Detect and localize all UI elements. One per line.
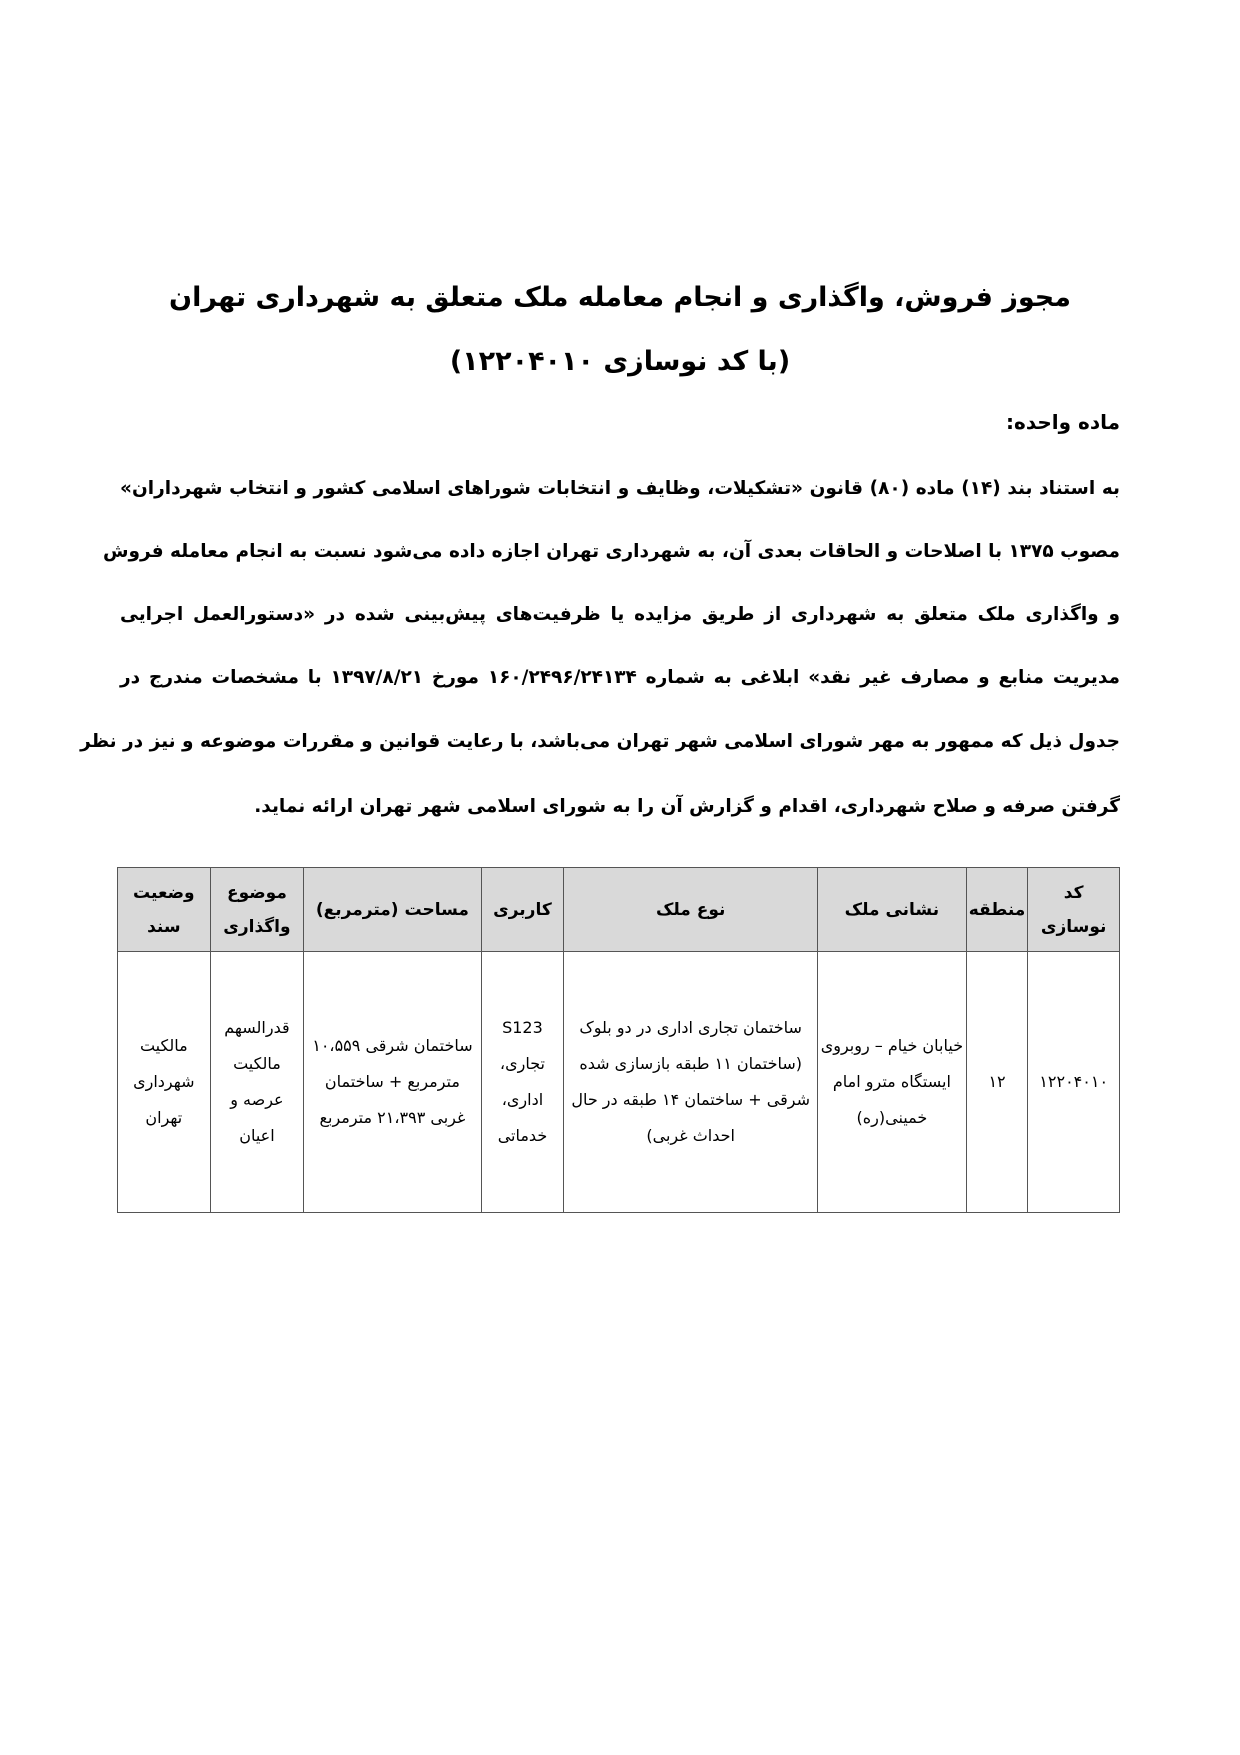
cell-address: خیابان خیام – روبروی ایستگاه مترو امام خمینی(ره) bbox=[818, 952, 967, 1213]
header-address: نشانی ملک bbox=[818, 868, 967, 952]
document-title: مجوز فروش، واگذاری و انجام معامله ملک متعلق به شهرداری تهران bbox=[169, 282, 1071, 313]
paragraph-line: مصوب ۱۳۷۵ با اصلاحات و الحاقات بعدی آن، به شهرداری تهران اجازه داده می‌شود نسبت به انجام معامله فروش bbox=[102, 541, 1120, 562]
table-row bbox=[118, 952, 1120, 1213]
header-transfer-subject: موضوع واگذاری bbox=[210, 868, 304, 952]
cell-land-use: S123 تجاری، اداری، خدماتی bbox=[481, 952, 564, 1213]
header-renovation-code: کد نوسازی bbox=[1028, 868, 1120, 952]
paragraph-line: گرفتن صرفه و صلاح شهرداری، اقدام و گزارش آن را به شورای اسلامی شهر تهران ارائه نماید. bbox=[254, 796, 1120, 817]
section-label: ماده واحده: bbox=[1006, 410, 1120, 434]
header-district: منطقه bbox=[966, 868, 1028, 952]
cell-transfer-subject: قدرالسهم مالکیت عرصه و اعیان bbox=[210, 952, 304, 1213]
cell-property-type: ساختمان تجاری اداری در دو بلوک (ساختمان ۱۱ طبقه بازسازی شده شرقی + ساختمان ۱۴ طبقه در حال احداث غربی) bbox=[564, 952, 818, 1213]
property-table bbox=[117, 867, 1120, 1213]
paragraph-line: مدیریت منابع و مصارف غیر نقد» ابلاغی به شماره ۱۶۰/۲۴۹۶/۲۴۱۳۴ مورخ ۱۳۹۷/۸/۲۱ با مشخصات مندرج در bbox=[120, 667, 1120, 688]
header-land-use: کاربری bbox=[481, 868, 564, 952]
paragraph-line: جدول ذیل که ممهور به مهر شورای اسلامی شهر تهران می‌باشد، با رعایت قوانین و مقررات موضوعه و نیز در نظر bbox=[80, 731, 1120, 752]
header-area: مساحت (مترمربع) bbox=[304, 868, 481, 952]
header-property-type: نوع ملک bbox=[564, 868, 818, 952]
cell-deed-status: مالکیت شهرداری تهران bbox=[118, 952, 211, 1213]
document-subtitle: (با کد نوسازی ۱۲۲۰۴۰۱۰) bbox=[449, 346, 791, 377]
table-header-row bbox=[118, 868, 1120, 952]
cell-renovation-code: ۱۲۲۰۴۰۱۰ bbox=[1028, 952, 1120, 1213]
paragraph-line: به استناد بند (۱۴) ماده (۸۰) قانون «تشکیلات، وظایف و انتخابات شوراهای اسلامی کشور و انتخاب شهرداران» bbox=[120, 478, 1120, 499]
cell-district: ۱۲ bbox=[966, 952, 1028, 1213]
cell-area: ساختمان شرقی ۱۰،۵۵۹ مترمربع + ساختمان غربی ۲۱،۳۹۳ مترمربع bbox=[304, 952, 481, 1213]
paragraph-line: و واگذاری ملک متعلق به شهرداری از طریق مزایده یا ظرفیت‌های پیش‌بینی شده در «دستورالعمل اجرایی bbox=[120, 604, 1120, 625]
header-deed-status: وضعیت سند bbox=[118, 868, 211, 952]
